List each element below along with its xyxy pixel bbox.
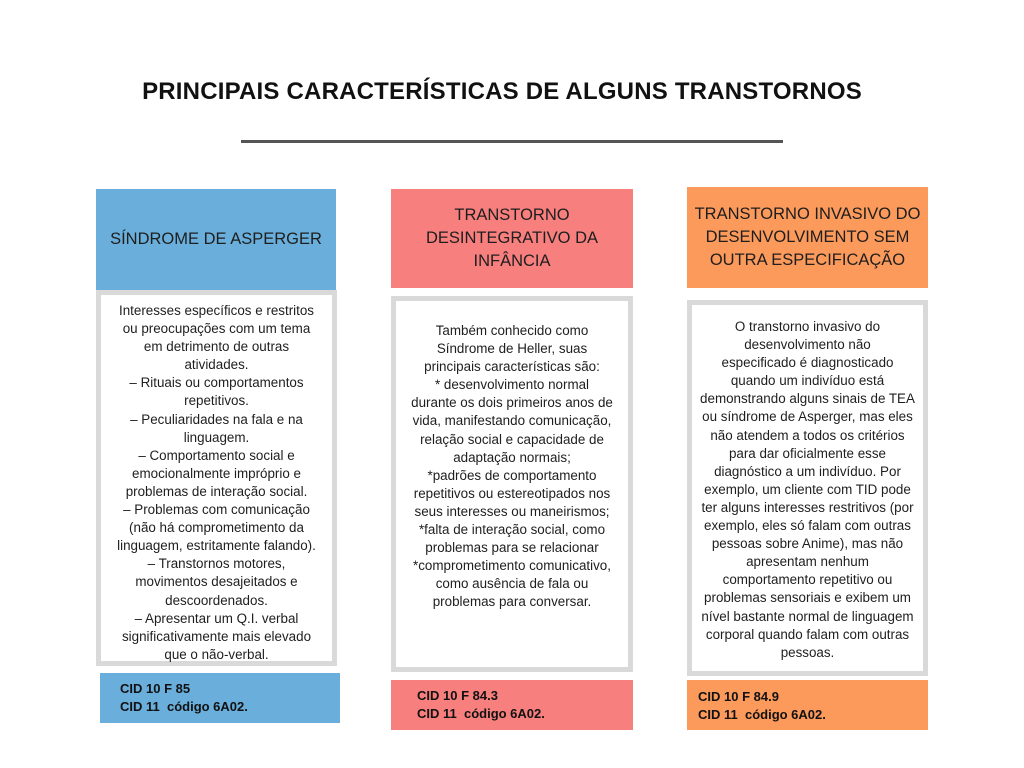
column-header-asperger — [96, 189, 336, 290]
page-title: PRINCIPAIS CARACTERÍSTICAS DE ALGUNS TRANSTORNOS — [142, 78, 862, 105]
column-body-text: Interesses específicos e restritos ou preocupações com um tema em detrimento de outras atividades. – Rituais ou comportamentos repetitivos. – Peculiaridades na fala e na linguagem. – Comportamento social e emocionalmente impróprio e problemas de interação social. – Problemas com comunicação (não há comprometimento da linguagem, estritamente falando). – Transtornos motores, movimentos desajeitados e descoordenados. – Apresentar um Q.I. verbal significativamente mais elevado que o não-verbal. — [117, 303, 316, 662]
cid11-code: CID 11 código 6A02. — [120, 699, 248, 714]
column-header-label: TRANSTORNO DESINTEGRATIVO DA INFÂNCIA — [425, 206, 599, 270]
cid-box-asperger — [100, 673, 340, 723]
cid10-code: CID 10 F 84.3 — [417, 688, 498, 703]
cid11-code: CID 11 código 6A02. — [417, 706, 545, 721]
cid10-code: CID 10 F 85 — [120, 681, 191, 696]
column-body-text: O transtorno invasivo do desenvolvimento não especificado é diagnosticado quando um indivíduo está demonstrando alguns sinais de TEA ou síndrome de Asperger, mas eles não atendem a todos os critérios para dar oficialmente esse diagnóstico a um indivíduo. Por exemplo, um cliente com TID pode ter alguns interesses restritivos (por exemplo, eles só falam com outras pessoas sobre Anime), mas não apresentam nenhum comportamento repetitivo ou problemas sensoriais e exibem um nível bastante normal de linguagem corporal quando falam com outras pessoas. — [700, 319, 915, 660]
cid-box-desintegrativo — [391, 680, 633, 730]
cid-box-tid — [687, 680, 928, 730]
column-body-text: Também conhecido como Síndrome de Heller, suas principais características são: * desenvolvimento normal durante os dois primeiros anos de vida, manifestando comunicação, relação social e capacidade de adaptação normais; *padrões de comportamento repetitivos ou estereotipados nos seus interesses ou maneirismos; *falta de interação social, como problemas para se relacionar *comprometimento comunicativo, como ausência de fala ou problemas para conversar. — [411, 323, 613, 610]
column-body-tid — [687, 300, 928, 676]
cid11-code: CID 11 código 6A02. — [698, 707, 826, 722]
column-body-desintegrativo — [391, 296, 633, 672]
column-body-asperger — [96, 290, 337, 666]
title-divider — [241, 140, 783, 143]
column-header-desintegrativo — [391, 189, 633, 288]
column-header-label: TRANSTORNO INVASIVO DO DESENVOLVIMENTO SEM OUTRA ESPECIFICAÇÃO — [694, 205, 921, 269]
column-header-label: SÍNDROME DE ASPERGER — [110, 230, 322, 248]
column-header-tid — [687, 187, 928, 288]
cid10-code: CID 10 F 84.9 — [698, 689, 779, 704]
